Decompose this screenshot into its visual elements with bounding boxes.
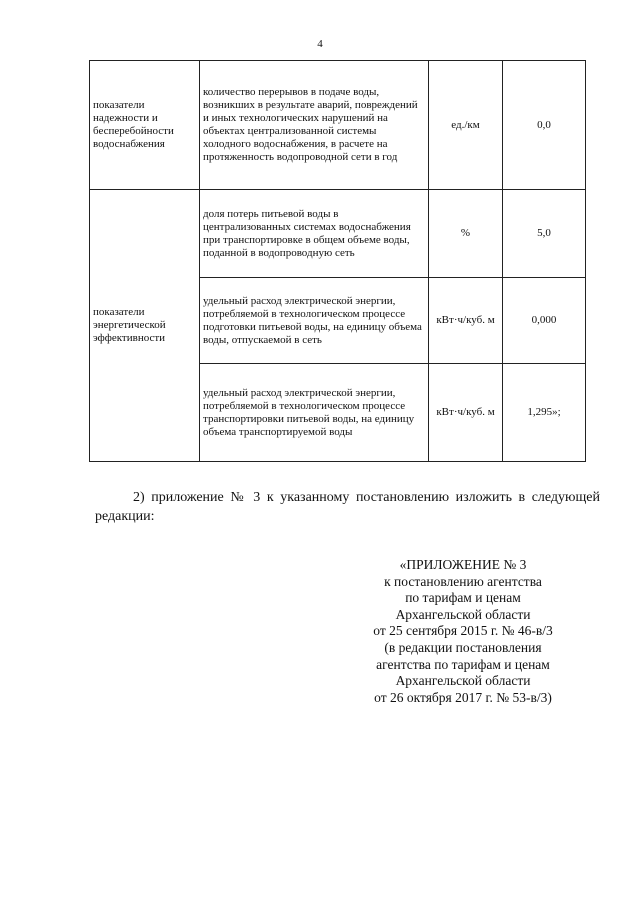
- indicator-value: 5,0: [503, 190, 586, 278]
- category-reliability: показатели надежности и бесперебойности водоснабжения: [90, 61, 200, 190]
- indicators-table: [89, 60, 586, 462]
- table-row: [90, 190, 586, 278]
- indicator-unit: кВт·ч/куб. м: [429, 278, 503, 364]
- appendix-line: (в редакции постановления: [384, 639, 542, 655]
- appendix-header: [348, 557, 578, 706]
- appendix-line: к постановлению агентства: [384, 573, 542, 589]
- indicator-unit: %: [429, 190, 503, 278]
- indicator-value: 0,000: [503, 278, 586, 364]
- table-row: [90, 61, 586, 190]
- appendix-line: от 26 октября 2017 г. № 53-в/3): [374, 689, 552, 705]
- appendix-line: Архангельской области: [395, 606, 531, 622]
- indicator-description: количество перерывов в подаче воды, возникших в результате аварий, повреждений и иных технологических нарушений на объектах централизованной системы холодного водоснабжения, в расчете на протяженность водопроводной сети в год: [200, 61, 429, 190]
- indicator-unit: ед./км: [429, 61, 503, 190]
- category-energy-efficiency: показатели энергетической эффективности: [90, 190, 200, 462]
- indicator-description: доля потерь питьевой воды в централизованных системах водоснабжения при транспортировке в общем объеме воды, поданной в водопроводную сеть: [200, 190, 429, 278]
- appendix-line: от 25 сентября 2015 г. № 46-в/3: [373, 623, 553, 639]
- appendix-title: «ПРИЛОЖЕНИЕ № 3: [399, 557, 527, 572]
- indicator-description: удельный расход электрической энергии, потребляемой в технологическом процессе подготовки питьевой воды, на единицу объема воды, отпускаемой в сеть: [200, 278, 429, 364]
- appendix-line: Архангельской области: [395, 673, 531, 689]
- appendix-line: агентства по тарифам и ценам: [376, 656, 550, 672]
- amendment-paragraph: 2) приложение № 3 к указанному постановлению изложить в следующей редакции:: [95, 490, 600, 524]
- indicator-value: 0,0: [503, 61, 586, 190]
- indicator-unit: кВт·ч/куб. м: [429, 364, 503, 462]
- page-number: 4: [317, 38, 323, 50]
- indicator-value: 1,295»;: [503, 364, 586, 462]
- indicator-description: удельный расход электрической энергии, потребляемой в технологическом процессе транспортировки питьевой воды, на единицу объема транспортируемой воды: [200, 364, 429, 462]
- appendix-line: по тарифам и ценам: [405, 590, 521, 606]
